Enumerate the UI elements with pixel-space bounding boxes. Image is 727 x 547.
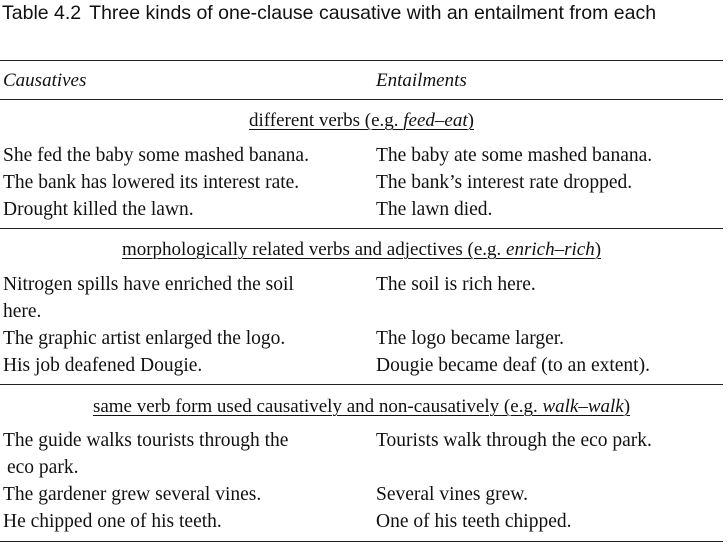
table-title: Three kinds of one-clause causative with an entailment from each [89,2,657,24]
causative-cell: The graphic artist enlarged the logo. [3,328,286,349]
header-rule [0,99,723,100]
section-rule [0,228,723,229]
causative-cell: The bank has lowered its interest rate. [3,172,300,193]
section-heading-same-verb [0,395,723,419]
entailment-cell: The baby ate some mashed banana. [376,145,653,166]
column-header-causatives: Causatives [3,70,87,91]
causative-cell: Drought killed the lawn. [3,199,194,220]
section-heading-close: ) [467,110,474,131]
section-heading-example: feed–eat [403,110,468,131]
bottom-rule [0,541,723,542]
causative-cell: He chipped one of his teeth. [3,511,222,532]
entailment-cell: Tourists walk through the eco park. [376,430,652,451]
section-heading-text: morphologically related verbs and adjectives (e.g. [121,239,507,260]
section-rule [0,384,723,385]
section-heading-example: walk–walk [542,396,624,417]
causative-cell-line2: here. [3,301,42,322]
causative-cell: She fed the baby some mashed banana. [3,145,309,166]
column-header-entailments: Entailments [376,70,467,91]
causative-cell: His job deafened Dougie. [3,355,203,376]
section-heading-different-verbs [0,109,723,133]
section-heading-text: different verbs (e.g. [249,110,404,131]
entailment-cell: The bank’s interest rate dropped. [376,172,633,193]
entailment-cell: One of his teeth chipped. [376,511,572,532]
causative-cell-line1: The guide walks tourists through the [3,430,289,451]
section-heading-morphological [0,238,723,262]
causative-cell-line2: eco park. [7,457,79,478]
entailment-cell: Dougie became deaf (to an extent). [376,355,650,376]
section-heading-close: ) [623,396,631,417]
table-number: Table 4.2 [2,2,82,24]
section-heading-text: same verb form used causatively and non-causatively (e.g. [92,396,543,417]
top-rule [0,60,723,61]
entailment-cell: The lawn died. [376,199,493,220]
section-heading-close: ) [594,239,602,260]
causative-cell-line1: Nitrogen spills have enriched the soil [3,274,294,295]
table-caption [2,1,717,26]
entailment-cell: The soil is rich here. [376,274,536,295]
section-heading-example: enrich–rich [506,239,595,260]
entailment-cell: Several vines grew. [376,484,528,505]
causative-cell: The gardener grew several vines. [3,484,262,505]
entailment-cell: The logo became larger. [376,328,565,349]
